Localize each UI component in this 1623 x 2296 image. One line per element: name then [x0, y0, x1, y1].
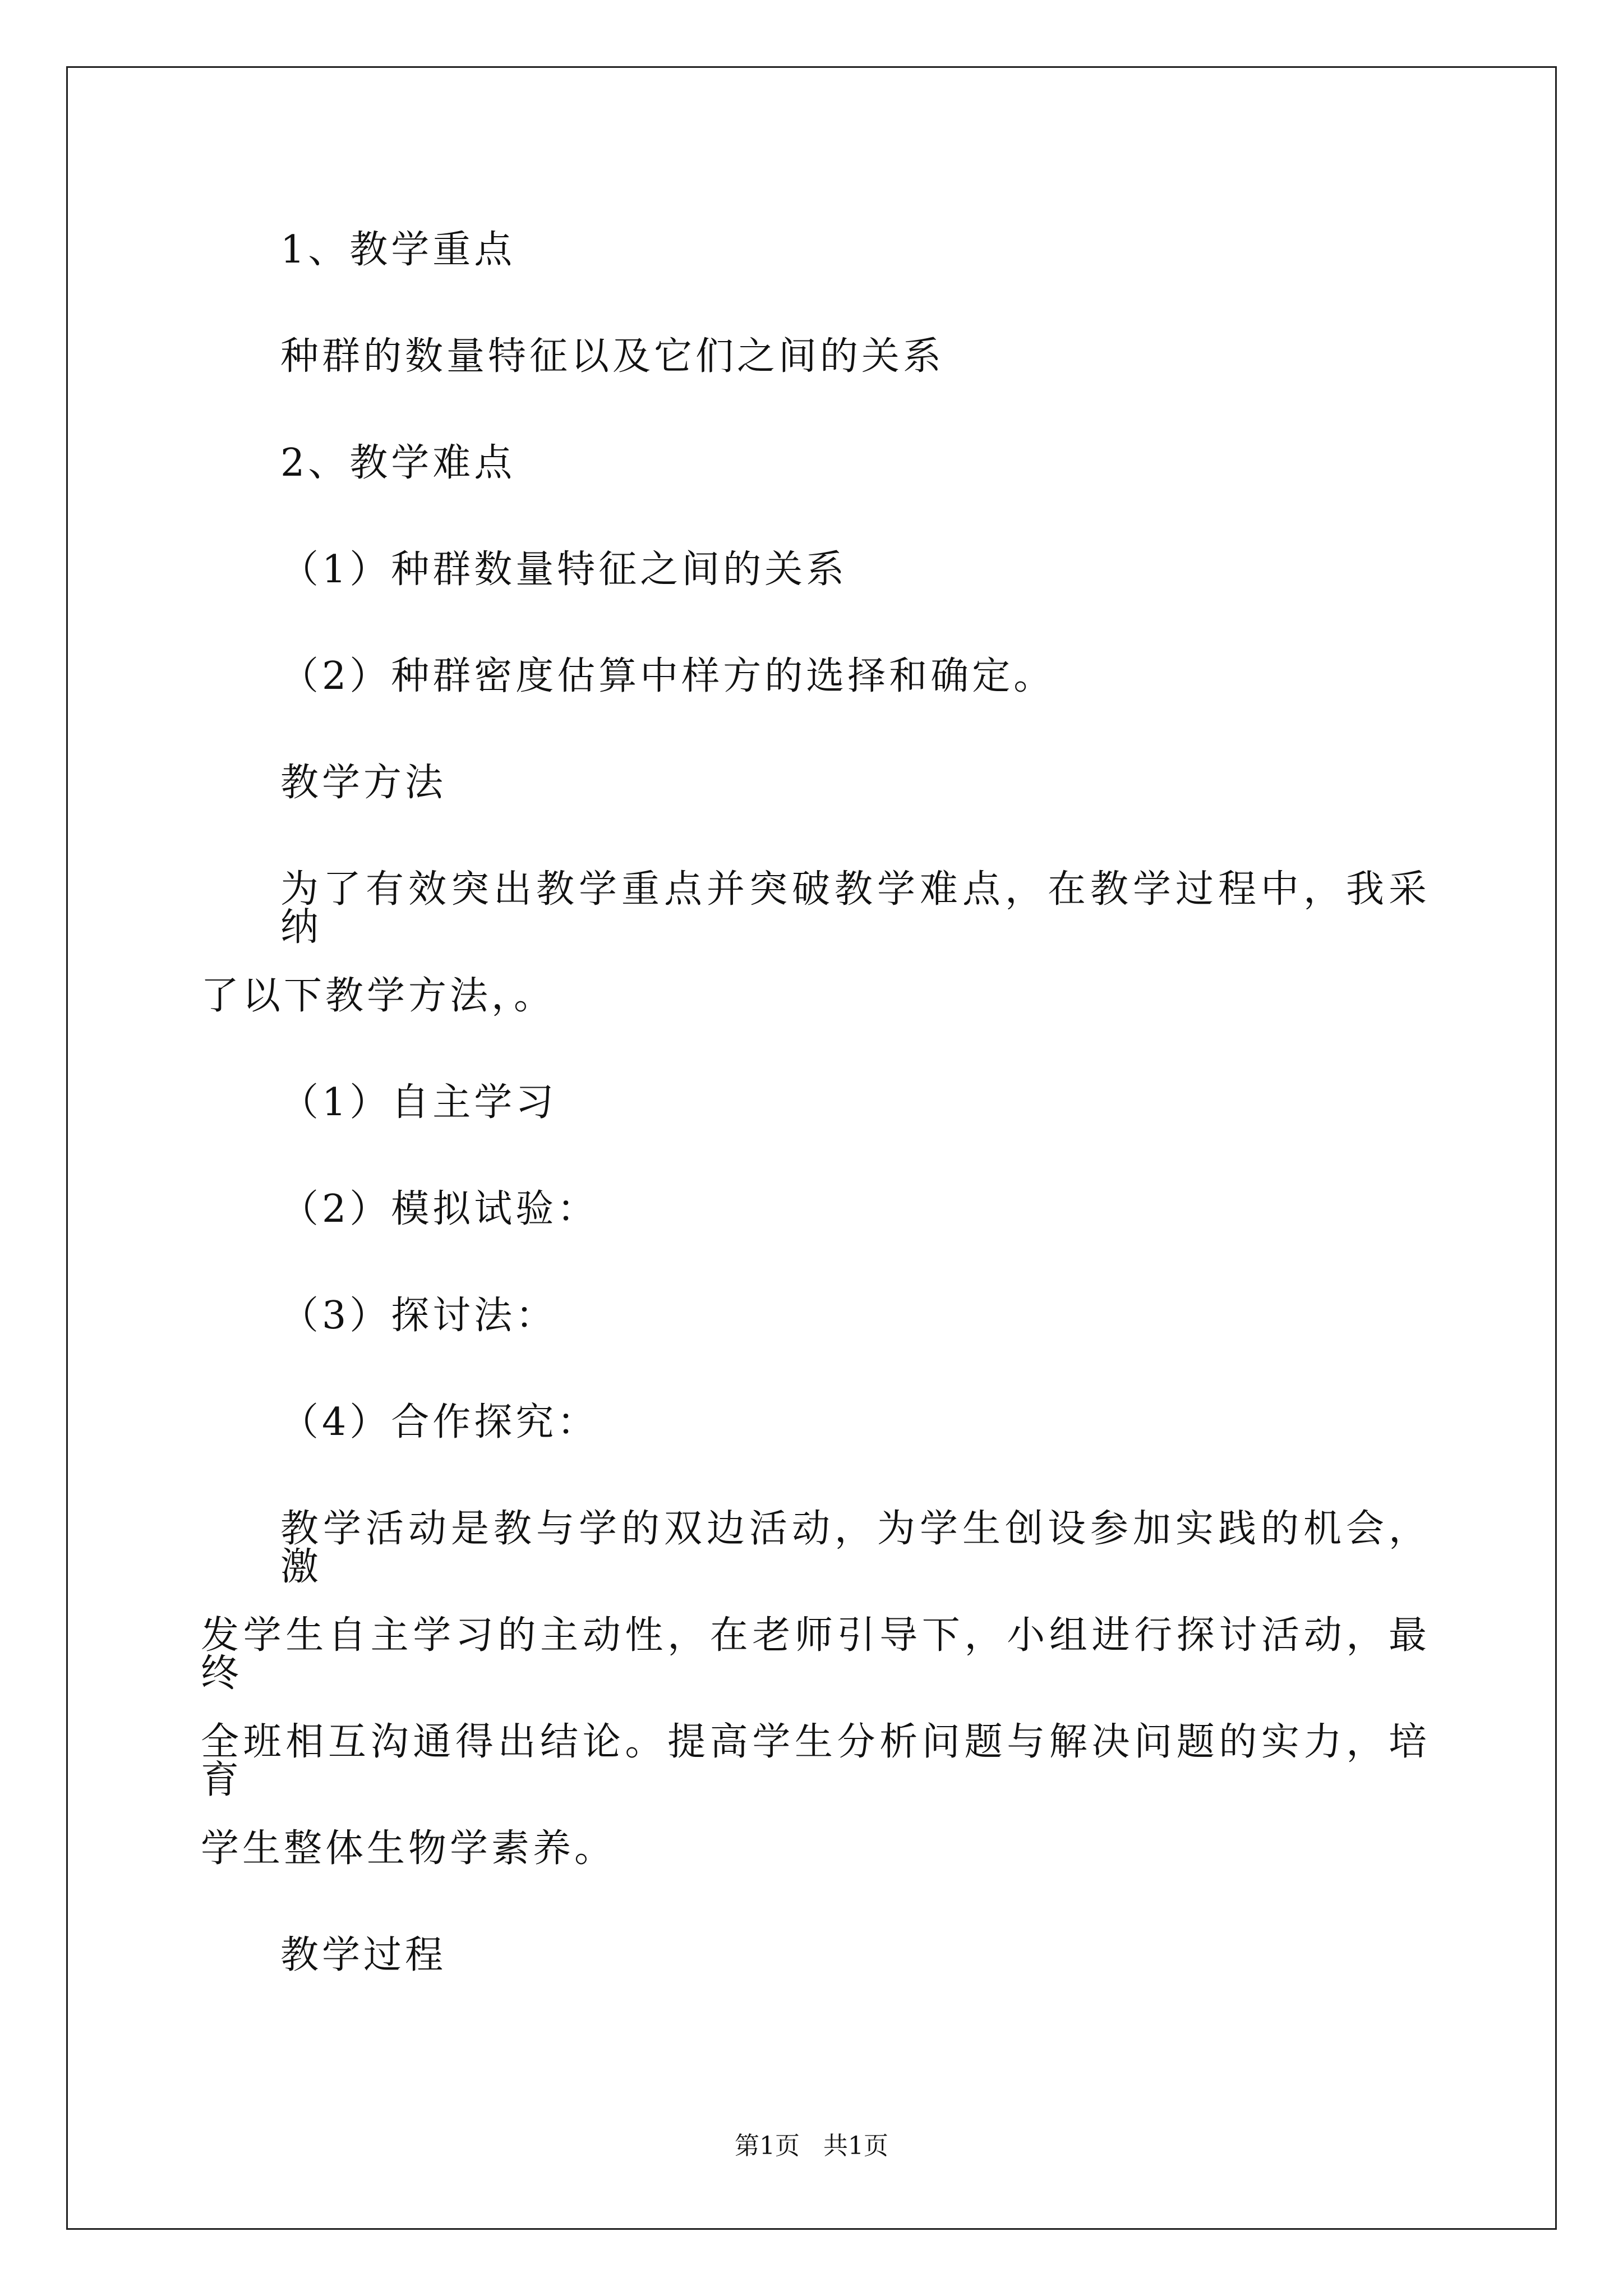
list-item-method-4: （4）合作探究： [280, 1400, 599, 1444]
list-item-difficulty-2: （2）种群密度估算中样方的选择和确定。 [280, 654, 1055, 698]
list-item-method-2: （2）模拟试验： [280, 1187, 599, 1231]
paragraph-method-intro-line-1: 为了有效突出教学重点并突破教学难点，在教学过程中，我采纳 [280, 867, 1430, 950]
paragraph-method-intro-line-2: 了以下教学方法，。 [201, 974, 556, 1018]
heading-teaching-process: 教学过程 [280, 1933, 447, 1977]
page-border [66, 66, 1557, 2230]
paragraph-activity-line-2: 发学生自主学习的主动性，在老师引导下，小组进行探讨活动，最终 [201, 1613, 1430, 1696]
heading-teaching-focus: 1、教学重点 [280, 228, 516, 272]
paragraph-focus-content: 种群的数量特征以及它们之间的关系 [280, 334, 945, 379]
list-item-method-3: （3）探讨法： [280, 1294, 557, 1338]
heading-teaching-method: 教学方法 [280, 761, 447, 805]
page-footer: 第1页 共1页 [735, 2132, 888, 2160]
heading-teaching-difficulty: 2、教学难点 [280, 441, 516, 485]
list-item-method-1: （1）自主学习 [280, 1080, 557, 1125]
paragraph-activity-line-1: 教学活动是教与学的双边活动，为学生创设参加实践的机会，激 [280, 1507, 1430, 1589]
list-item-difficulty-1: （1）种群数量特征之间的关系 [280, 547, 848, 592]
paragraph-activity-line-3: 全班相互沟通得出结论。提高学生分析问题与解决问题的实力，培育 [201, 1720, 1430, 1802]
paragraph-activity-line-4: 学生整体生物学素养。 [201, 1826, 616, 1871]
